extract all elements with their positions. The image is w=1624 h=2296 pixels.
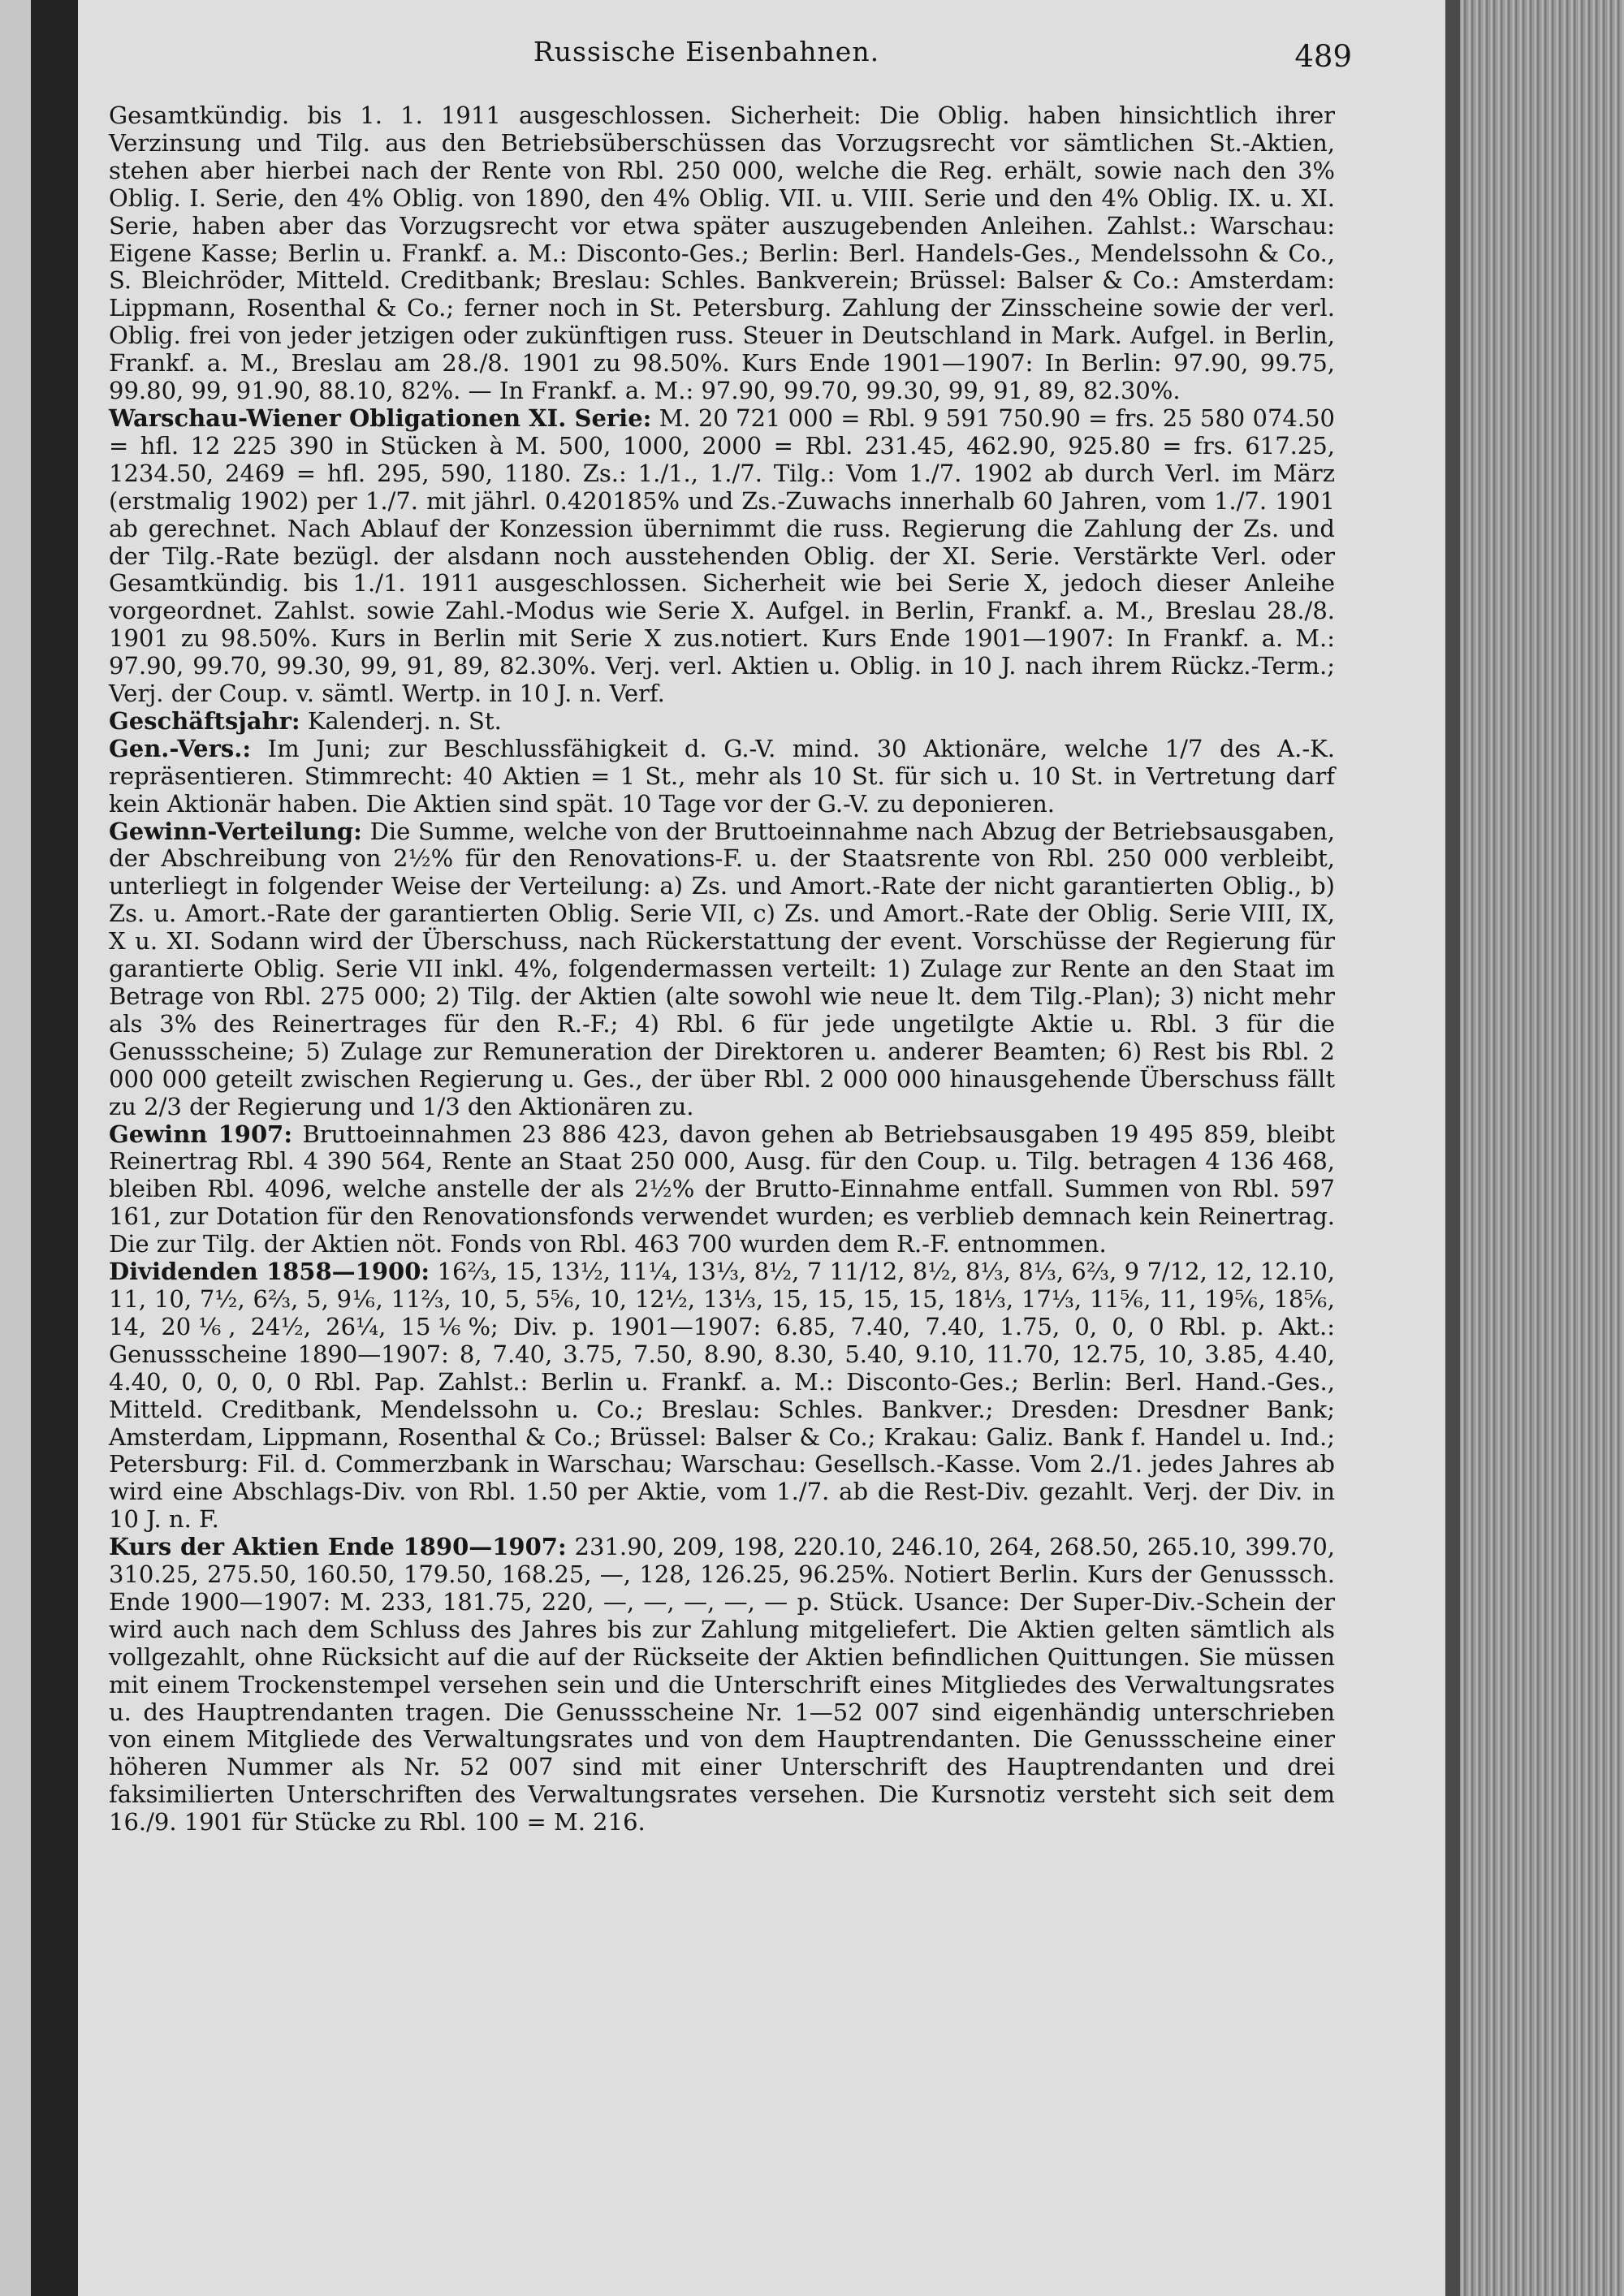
paragraph bbox=[109, 102, 1335, 405]
paragraph-text: M. 20 721 000 = Rbl. 9 591 750.90 = frs. 25 580 074.50 = hfl. 12 225 390 in Stücken à M. 500, 1000, 2000 = Rbl. 231.45, 462.90, 925.80 = frs. 617.25, 1234.50, 2469 = hfl. 295, 590, 1180. Zs.: 1./1., 1./7. Tilg.: Vom 1./7. 1902 ab durch Verl. im März (erstmalig 1902) per 1./7. mit jährl. 0.420185% und Zs.-Zuwachs innerhalb 60 Jahren, vom 1./7. 1901 ab gerechnet. Nach Ablauf der Konzession übernimmt die russ. Regierung die Zahlung der Zs. und der Tilg.-Rate bezügl. der alsdann noch ausstehenden Oblig. der XI. Serie. Verstärkte Verl. oder Gesamtkündig. bis 1./1. 1911 ausgeschlossen. Sicherheit wie bei Serie X, jedoch dieser Anleihe vorgeordnet. Zahlst. sowie Zahl.-Modus wie Serie X. Aufgel. in Berlin, Frankf. a. M., Breslau 28./8. 1901 zu 98.50%. Kurs in Berlin mit Serie X zus.notiert. Kurs Ende 1901—1907: In Frankf. a. M.: 97.90, 99.70, 99.30, 99, 91, 89, 82.30%. Verj. verl. Aktien u. Oblig. in 10 J. nach ihrem Rückz.-Term.; Verj. der Coup. v. sämtl. Wertp. in 10 J. n. Verf. bbox=[109, 404, 1335, 708]
paragraph-heading: Kurs der Aktien Ende 1890—1907: bbox=[109, 1533, 567, 1561]
paragraph-text: 231.90, 209, 198, 220.10, 246.10, 264, 268.50, 265.10, 399.70, 310.25, 275.50, 160.50, 179.50, 168.25, —, 128, 126.25, 96.25%. Notiert Berlin. Kurs der Genusssch. Ende 1900—1907: M. 233, 181.75, 220, —, —, —, —, — p. Stück. Usance: Der Super-Div.-Schein der wird auch nach dem Schluss des Jahres bis zur Zahlung mitgeliefert. Die Aktien gelten sämtlich als vollgezahlt, ohne Rücksicht auf die auf der Rückseite der Aktien befindlichen Quittungen. Sie müssen mit einem Trockenstempel versehen sein und die Unterschrift eines Mitgliedes des Verwaltungsrates u. des Hauptrendanten tragen. Die Genussscheine Nr. 1—52 007 sind eigenhändig unterschrieben von einem Mitgliede des Verwaltungsrates und von dem Hauptrendanten. Die Genussscheine einer höheren Nummer als Nr. 52 007 sind mit einer Unterschrift des Hauptrendanten und drei faksimilierten Unterschriften des Verwaltungsrates versehen. Die Kursnotiz versteht sich seit dem 16./9. 1901 für Stücke zu Rbl. 100 = M. 216. bbox=[109, 1533, 1335, 1836]
running-head: Russische Eisenbahnen. bbox=[533, 36, 880, 67]
paragraph-text: Bruttoeinnahmen 23 886 423, davon gehen ab Betriebsausgaben 19 495 859, bleibt Reinertrag Rbl. 4 390 564, Rente an Staat 250 000, Ausg. für den Coup. u. Tilg. betragen 4 136 468, bleiben Rbl. 4096, welche anstelle der als 2½% der Brutto-Einnahme entfall. Summen von Rbl. 597 161, zur Dotation für den Renovationsfonds verwendet wurden; es verblieb demnach kein Reinertrag. Die zur Tilg. der Aktien nöt. Fonds von Rbl. 463 700 wurden dem R.-F. entnommen. bbox=[109, 1120, 1335, 1258]
paragraph-text: Kalenderj. n. St. bbox=[307, 706, 502, 735]
paragraph-heading: Gewinn 1907: bbox=[109, 1120, 293, 1148]
paragraph-text: Im Juni; zur Beschlussfähigkeit d. G.-V. mind. 30 Aktionäre, welche 1/7 des A.-K. repräsentieren. Stimmrecht: 40 Aktien = 1 St., mehr als 10 St. für sich u. 10 St. in Vertretung darf kein Aktionär haben. Die Aktien sind spät. 10 Tage vor der G.-V. zu deponieren. bbox=[109, 734, 1336, 818]
paragraph-heading: Gewinn-Verteilung: bbox=[109, 817, 362, 845]
paragraph bbox=[109, 1121, 1335, 1259]
paragraph bbox=[109, 1534, 1335, 1836]
paragraph bbox=[109, 1258, 1335, 1534]
page-stack-edge bbox=[1445, 0, 1624, 2296]
paragraph-heading: Warschau-Wiener Obligationen XI. Serie: bbox=[109, 404, 652, 432]
paragraph-text: Gesamtkündig. bis 1. 1. 1911 ausgeschlossen. Sicherheit: Die Oblig. haben hinsichtlich ihrer Verzinsung und Tilg. aus den Betriebsüberschüssen das Vorzugsrecht vor sämtlichen St.-Aktien, stehen aber hierbei nach der Rente von Rbl. 250 000, welche die Reg. erhält, sowie nach den 3% Oblig. I. Serie, den 4% Oblig. von 1890, den 4% Oblig. VII. u. VIII. Serie und den 4% Oblig. IX. u. XI. Serie, haben aber das Vorzugsrecht vor etwa später auszugebenden Anleihen. Zahlst.: Warschau: Eigene Kasse; Berlin u. Frankf. a. M.: Disconto-Ges.; Berlin: Berl. Handels-Ges., Mendelssohn & Co., S. Bleichröder, Mitteld. Creditbank; Breslau: Schles. Bankverein; Brüssel: Balser & Co.: Amsterdam: Lippmann, Rosenthal & Co.; ferner noch in St. Petersburg. Zahlung der Zinsscheine sowie der verl. Oblig. frei von jeder jetzigen oder zukünftigen russ. Steuer in Deutschland in Mark. Aufgel. in Berlin, Frankf. a. M., Breslau am 28./8. 1901 zu 98.50%. Kurs Ende 1901—1907: In Berlin: 97.90, 99.75, 99.80, 99, 91.90, 88.10, 82%. — In Frankf. a. M.: 97.90, 99.70, 99.30, 99, 91, 89, 82.30%. bbox=[109, 101, 1335, 405]
paragraph-heading: Gen.-Vers.: bbox=[109, 734, 252, 762]
paragraph bbox=[109, 405, 1335, 708]
paragraph-text: Die Summe, welche von der Bruttoeinnahme nach Abzug der Betriebsausgaben, der Abschreibung von 2½% für den Renovations-F. u. der Staatsrente von Rbl. 250 000 verbleibt, unterliegt in folgender Weise der Verteilung: a) Zs. und Amort.-Rate der nicht garantierten Oblig., b) Zs. u. Amort.-Rate der garantierten Oblig. Serie VII, c) Zs. und Amort.-Rate der Oblig. Serie VIII, IX, X u. XI. Sodann wird der Überschuss, nach Rückerstattung der event. Vorschüsse der Regierung für garantierte Oblig. Serie VII inkl. 4%, folgendermassen verteilt: 1) Zulage zur Rente an den Staat im Betrage von Rbl. 275 000; 2) Tilg. der Aktien (alte sowohl wie neue lt. dem Tilg.-Plan); 3) nicht mehr als 3% des Reinertrages für den R.-F.; 4) Rbl. 6 für jede ungetilgte Aktie u. Rbl. 3 für die Genussscheine; 5) Zulage zur Remuneration der Direktoren u. anderer Beamten; 6) Rest bis Rbl. 2 000 000 geteilt zwischen Regierung u. Ges., der über Rbl. 2 000 000 hinausgehende Überschuss fällt zu 2/3 der Regierung und 1/3 den Aktionären zu. bbox=[109, 817, 1335, 1120]
body-text bbox=[109, 102, 1335, 1836]
paragraph bbox=[109, 818, 1335, 1121]
page-stack-shadow bbox=[1445, 0, 1460, 2296]
adjacent-page-edge bbox=[0, 0, 31, 2296]
paragraph bbox=[109, 708, 1335, 736]
paragraph bbox=[109, 736, 1335, 818]
paragraph-heading: Dividenden 1858—1900: bbox=[109, 1258, 430, 1286]
book-spine-shadow bbox=[31, 0, 78, 2296]
paragraph-text: 16⅔, 15, 13½, 11¼, 13⅓, 8½, 7 11/12, 8½, 8⅓, 8⅓, 6⅔, 9 7/12, 12, 12.10, 11, 10, 7½, 6⅔, 5, 9⅙, 11⅔, 10, 5, 5⅚, 10, 12½, 13⅓, 15, 15, 15, 15, 18⅓, 17⅓, 11⅚, 11, 19⅚, 18⅚, 14, 20⅙, 24½, 26¼, 15⅙%; Div. p. 1901—1907: 6.85, 7.40, 7.40, 1.75, 0, 0, 0 Rbl. p. Akt.: Genussscheine 1890—1907: 8, 7.40, 3.75, 7.50, 8.90, 8.30, 5.40, 9.10, 11.70, 12.75, 10, 3.85, 4.40, 4.40, 0, 0, 0, 0 Rbl. Pap. Zahlst.: Berlin u. Frankf. a. M.: Disconto-Ges.; Berlin: Berl. Hand.-Ges., Mitteld. Creditbank, Mendelssohn u. Co.; Breslau: Schles. Bankver.; Dresden: Dresdner Bank; Amsterdam, Lippmann, Rosenthal & Co.; Brüssel: Balser & Co.; Krakau: Galiz. Bank f. Handel u. Ind.; Petersburg: Fil. d. Commerzbank in Warschau; Warschau: Gesellsch.-Kasse. Vom 2./1. jedes Jahres ab wird eine Abschlags-Div. von Rbl. 1.50 per Aktie, vom 1./7. ab die Rest-Div. gezahlt. Verj. der Div. in 10 J. n. F. bbox=[109, 1258, 1336, 1534]
page-number: 489 bbox=[1294, 39, 1352, 74]
paragraph-heading: Geschäftsjahr: bbox=[109, 706, 300, 735]
